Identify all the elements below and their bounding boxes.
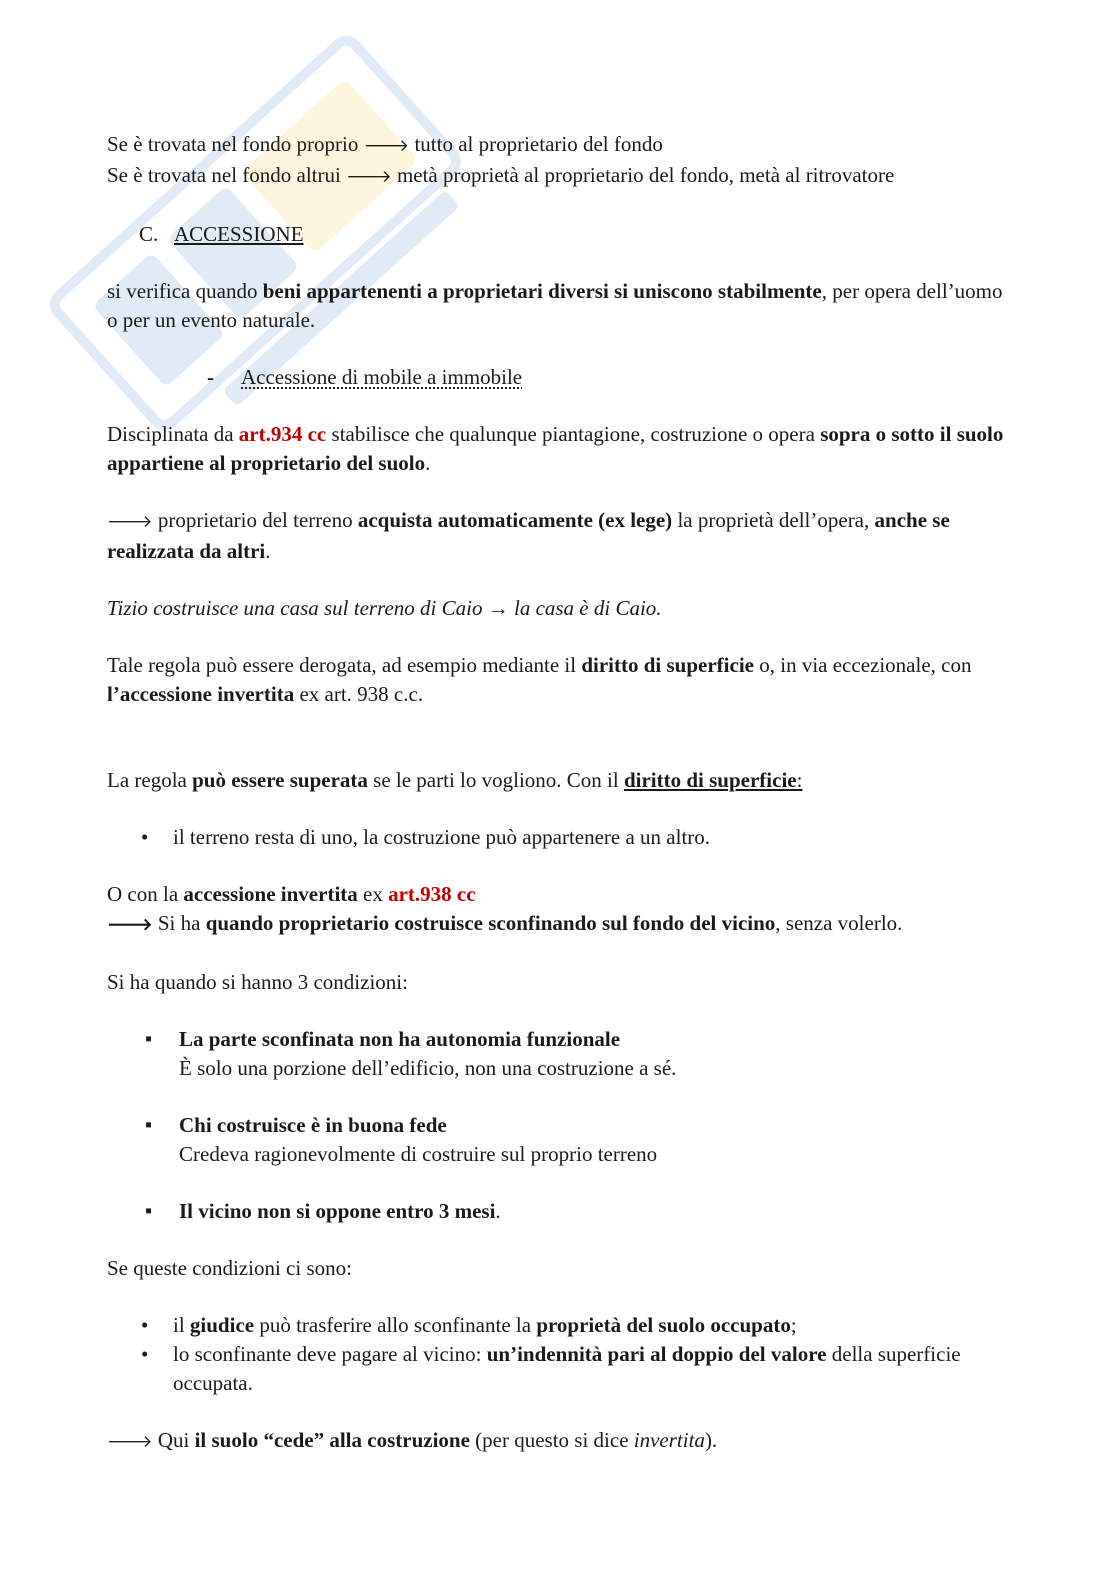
paragraph-automatic: 🡒 proprietario del terreno acquista automaticamente (ex lege) la proprietà dell’opera, anche se realizzata da altri.	[107, 508, 950, 563]
condition-item: ▪ Il vicino non si oppone entro 3 mesi.	[107, 1197, 1007, 1226]
section-title: ACCESSIONE	[174, 222, 304, 246]
line-fondo-altrui: Se è trovata nel fondo altrui 🡒 metà proprietà al proprietario del fondo, metà al ritrovatore	[107, 163, 895, 187]
section-letter: C.	[139, 222, 159, 246]
conditions-list	[107, 1025, 1007, 1226]
paragraph-sconfinando: 🡒 Si ha quando proprietario costruisce sconfinando sul fondo del vicino, senza volerlo.	[107, 911, 903, 935]
arrow-right-icon: 🡒	[107, 915, 153, 935]
bullet-list-superficie	[107, 823, 1007, 852]
arrow-right-icon: 🡒	[107, 1432, 153, 1452]
effects-list	[107, 1311, 1007, 1398]
paragraph-superata: La regola può essere superata se le parti lo vogliono. Con il diritto di superficie:	[107, 768, 803, 792]
list-item: • il giudice può trasferire allo sconfinante la proprietà del suolo occupato;	[107, 1311, 1007, 1340]
article-ref: art.934 cc	[238, 422, 327, 446]
arrow-right-icon: 🡒	[107, 512, 153, 532]
section-heading	[107, 220, 1007, 249]
example: Tizio costruisce una casa sul terreno di Caio → la casa è di Caio.	[107, 596, 662, 620]
paragraph-final: 🡒 Qui il suolo “cede” alla costruzione (per questo si dice invertita).	[107, 1428, 718, 1452]
paragraph-definition: si verifica quando beni appartenenti a proprietari diversi si uniscono stabilmente, per opera dell’uomo o per un evento naturale.	[107, 279, 1003, 332]
list-item: • lo sconfinante deve pagare al vicino: un’indennità pari al doppio del valore della superficie occupata.	[107, 1340, 1007, 1398]
arrow-icon: →	[487, 596, 509, 620]
paragraph-invertita: O con la accessione invertita ex art.938 cc	[107, 882, 476, 906]
paragraph-se-queste: Se queste condizioni ci sono:	[107, 1256, 352, 1280]
paragraph-deroga: Tale regola può essere derogata, ad esempio mediante il diritto di superficie o, in via eccezionale, con l’accessione invertita ex art. 938 c.c.	[107, 653, 972, 706]
paragraph-art934: Disciplinata da art.934 cc stabilisce che qualunque piantagione, costruzione o opera sopra o sotto il suolo appartiene al proprietario del suolo.	[107, 422, 1004, 475]
subheading: - Accessione di mobile a immobile	[207, 365, 523, 389]
list-item: • il terreno resta di uno, la costruzione può appartenere a un altro.	[107, 823, 1007, 852]
paragraph-condizioni: Si ha quando si hanno 3 condizioni:	[107, 970, 408, 994]
subheading-title: Accessione di mobile a immobile	[241, 365, 523, 389]
document-body	[107, 130, 1007, 1457]
arrow-right-icon: 🡒	[363, 136, 410, 156]
line-fondo-proprio: Se è trovata nel fondo proprio 🡒 tutto al proprietario del fondo	[107, 132, 663, 156]
arrow-right-icon: 🡒	[346, 167, 392, 187]
article-ref: art.938 cc	[388, 882, 476, 906]
condition-item: ▪ La parte sconfinata non ha autonomia funzionale È solo una porzione dell’edificio, non una costruzione a sé.	[107, 1025, 1007, 1083]
condition-item: ▪ Chi costruisce è in buona fede Credeva ragionevolmente di costruire sul proprio terreno	[107, 1111, 1007, 1169]
